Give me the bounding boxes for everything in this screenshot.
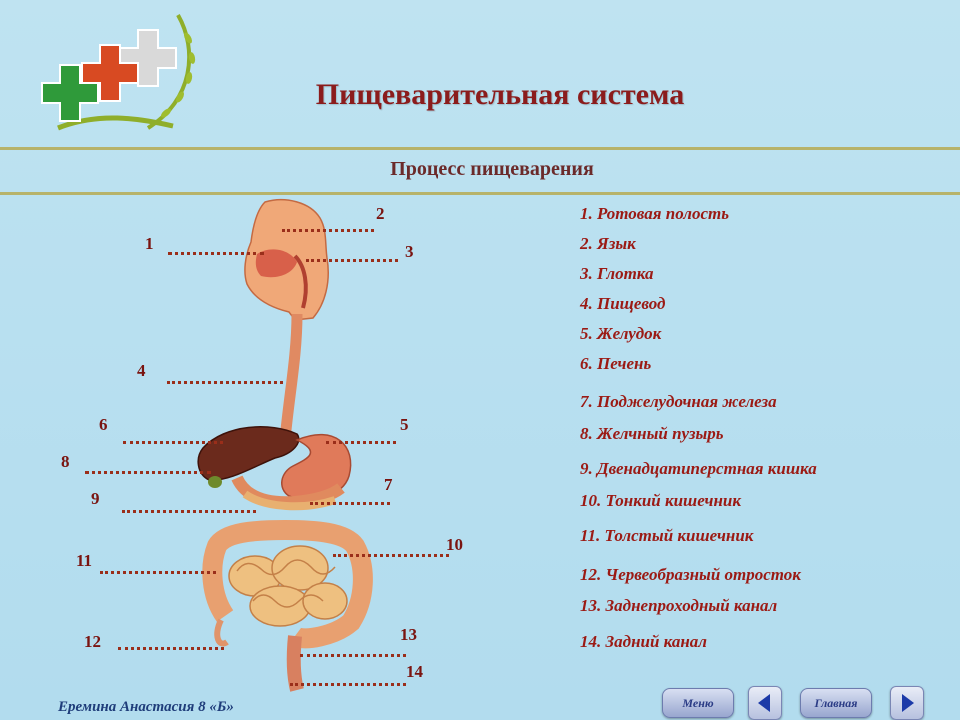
home-button[interactable] <box>800 688 872 718</box>
diagram-number-10: 10 <box>446 535 463 554</box>
diagram-number-9: 9 <box>91 489 100 508</box>
organ-item-9: 9. Двенадцатиперстная кишка <box>580 459 817 478</box>
subtitle-divider <box>0 192 960 195</box>
leader-line-9 <box>122 510 256 513</box>
arrow-left-icon <box>749 687 781 719</box>
next-button[interactable] <box>890 686 924 720</box>
diagram-number-2: 2 <box>376 204 385 223</box>
prev-button[interactable] <box>748 686 782 720</box>
organ-item-13: 13. Заднепроходный канал <box>580 596 778 615</box>
diagram-number-4: 4 <box>137 361 146 380</box>
diagram-number-8: 8 <box>61 452 70 471</box>
leader-line-11 <box>100 571 216 574</box>
leader-line-2 <box>282 229 374 232</box>
arrow-right-icon <box>891 687 923 719</box>
leader-line-6 <box>123 441 223 444</box>
page-title: Пищеварительная система <box>315 78 685 111</box>
leader-line-8 <box>85 471 211 474</box>
diagram-number-1: 1 <box>145 234 154 253</box>
leader-line-1 <box>168 252 264 255</box>
leader-line-10 <box>333 554 449 557</box>
leader-line-3 <box>306 259 398 262</box>
digestive-system-illustration <box>185 196 385 696</box>
diagram-number-3: 3 <box>405 242 414 261</box>
diagram-number-12: 12 <box>84 632 101 651</box>
organ-item-10: 10. Тонкий кишечник <box>580 491 741 510</box>
author-caption: Еремина Анастасия 8 «Б» <box>58 699 234 715</box>
organ-item-5: 5. Желудок <box>580 324 662 343</box>
leader-line-5 <box>326 441 396 444</box>
leader-line-12 <box>118 647 224 650</box>
leader-line-13 <box>300 654 406 657</box>
organ-item-3: 3. Глотка <box>580 264 654 283</box>
diagram-number-14: 14 <box>406 662 423 681</box>
menu-button-label: Меню <box>682 695 714 710</box>
organ-item-12: 12. Червеобразный отросток <box>580 565 801 584</box>
menu-button[interactable] <box>662 688 734 718</box>
organ-item-11: 11. Толстый кишечник <box>580 526 754 545</box>
page-subtitle: Процесс пищеварения <box>390 158 594 180</box>
organ-item-1: 1. Ротовая полость <box>580 204 730 223</box>
organ-item-8: 8. Желчный пузырь <box>580 424 724 443</box>
home-button-label: Главная <box>814 695 858 710</box>
organ-item-2: 2. Язык <box>580 234 636 253</box>
organ-item-14: 14. Задний канал <box>580 632 708 651</box>
leader-line-4 <box>167 381 283 384</box>
diagram-number-13: 13 <box>400 625 417 644</box>
organ-item-7: 7. Поджелудочная железа <box>580 392 777 411</box>
leader-line-14 <box>290 683 406 686</box>
diagram-number-7: 7 <box>384 475 393 494</box>
organ-item-6: 6. Печень <box>580 354 652 373</box>
leader-line-7 <box>310 502 390 505</box>
title-divider <box>0 147 960 150</box>
organ-item-4: 4. Пищевод <box>580 294 666 313</box>
diagram-number-6: 6 <box>99 415 108 434</box>
medical-crosses-logo <box>38 10 198 140</box>
diagram-number-5: 5 <box>400 415 409 434</box>
diagram-number-11: 11 <box>76 551 93 570</box>
